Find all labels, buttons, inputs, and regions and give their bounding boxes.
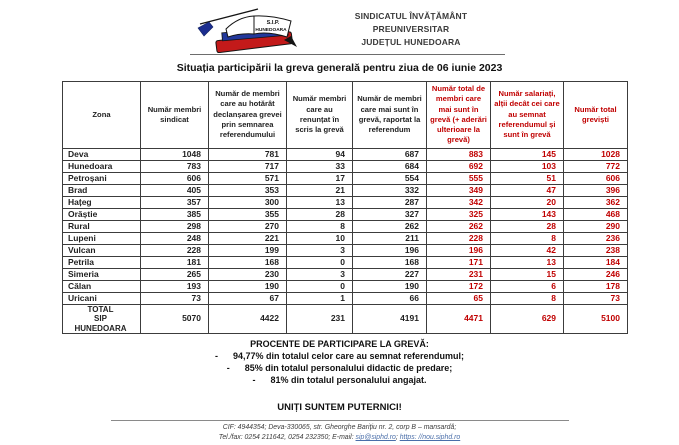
value-cell: 262 — [353, 220, 427, 232]
column-header: Zona — [63, 82, 141, 149]
value-cell: 193 — [141, 280, 209, 292]
value-cell: 33 — [287, 160, 353, 172]
value-cell: 606 — [564, 172, 628, 184]
value-cell: 51 — [491, 172, 564, 184]
value-cell: 181 — [141, 256, 209, 268]
zone-cell: Lupeni — [63, 232, 141, 244]
website-link[interactable]: https: //nou.siphd.ro — [399, 434, 461, 442]
value-cell: 94 — [287, 148, 353, 160]
value-cell: 298 — [141, 220, 209, 232]
footer-contact-line — [0, 433, 679, 444]
value-cell: 325 — [427, 208, 491, 220]
zone-cell: Hațeg — [63, 196, 141, 208]
zone-cell: Hunedoara — [63, 160, 141, 172]
value-cell: 184 — [564, 256, 628, 268]
value-cell: 327 — [353, 208, 427, 220]
percentage-item-2 — [0, 363, 679, 373]
zone-cell: Petroșani — [63, 172, 141, 184]
value-cell: 6 — [491, 280, 564, 292]
zone-cell: Călan — [63, 280, 141, 292]
value-cell: 687 — [353, 148, 427, 160]
total-value-cell: 5070 — [141, 304, 209, 334]
percentage-item-3 — [0, 375, 679, 385]
value-cell: 73 — [141, 292, 209, 304]
value-cell: 28 — [287, 208, 353, 220]
total-value-cell: 629 — [491, 304, 564, 334]
value-cell: 190 — [353, 280, 427, 292]
value-cell: 1048 — [141, 148, 209, 160]
value-cell: 228 — [427, 232, 491, 244]
column-header: Număr salariați, alții decât cei care au semnat referendumul și sunt în grevă — [491, 82, 564, 149]
table-row — [63, 256, 628, 268]
column-header: Număr de membri care au hotărât declanșarea grevei prin semnarea referendumului — [209, 82, 287, 149]
total-value-cell: 4191 — [353, 304, 427, 334]
value-cell: 405 — [141, 184, 209, 196]
value-cell: 772 — [564, 160, 628, 172]
value-cell: 1 — [287, 292, 353, 304]
total-value-cell: 4422 — [209, 304, 287, 334]
table-row — [63, 208, 628, 220]
table-row — [63, 280, 628, 292]
zone-cell: Rural — [63, 220, 141, 232]
table-row — [63, 220, 628, 232]
table-row — [63, 172, 628, 184]
value-cell: 692 — [427, 160, 491, 172]
footer-address-line: CIF: 4944354; Deva-330065, str. Gheorghe Barițiu nr. 2, corp B – mansardă; — [222, 423, 457, 431]
value-cell: 287 — [353, 196, 427, 208]
value-cell: 3 — [287, 268, 353, 280]
value-cell: 8 — [491, 292, 564, 304]
value-cell: 353 — [209, 184, 287, 196]
table-row — [63, 160, 628, 172]
total-label-cell: TOTAL SIP HUNEDOARA — [63, 304, 141, 334]
value-cell: 42 — [491, 244, 564, 256]
page-footer — [0, 420, 679, 444]
column-header: Număr membri care au renunțat în scris la grevă — [287, 82, 353, 149]
percentage-text: 94,77% din totalul celor care au semnat referendumul; — [232, 351, 465, 361]
value-cell: 571 — [209, 172, 287, 184]
table-row — [63, 196, 628, 208]
percentage-item-1 — [0, 351, 679, 361]
value-cell: 28 — [491, 220, 564, 232]
zone-cell: Brad — [63, 184, 141, 196]
value-cell: 20 — [491, 196, 564, 208]
value-cell: 227 — [353, 268, 427, 280]
value-cell: 66 — [353, 292, 427, 304]
column-header: Număr de membri care mai sunt în grevă, raportat la referendum — [353, 82, 427, 149]
value-cell: 1028 — [564, 148, 628, 160]
value-cell: 236 — [564, 232, 628, 244]
value-cell: 230 — [209, 268, 287, 280]
total-value-cell: 4471 — [427, 304, 491, 334]
slogan-text: UNIȚI SUNTEM PUTERNICI! — [277, 402, 402, 413]
zone-cell: Deva — [63, 148, 141, 160]
table-row — [63, 268, 628, 280]
header-divider — [190, 54, 505, 55]
value-cell: 349 — [427, 184, 491, 196]
value-cell: 10 — [287, 232, 353, 244]
percentage-text: 85% din totalul personalului didactic de predare; — [244, 363, 453, 373]
zone-cell: Simeria — [63, 268, 141, 280]
value-cell: 355 — [209, 208, 287, 220]
value-cell: 385 — [141, 208, 209, 220]
email-link[interactable]: sip@siphd.ro — [355, 434, 396, 442]
value-cell: 332 — [353, 184, 427, 196]
value-cell: 396 — [564, 184, 628, 196]
value-cell: 300 — [209, 196, 287, 208]
value-cell: 0 — [287, 256, 353, 268]
value-cell: 270 — [209, 220, 287, 232]
value-cell: 145 — [491, 148, 564, 160]
document-title: Situația participării la greva generală pentru ziua de 06 iunie 2023 — [176, 62, 503, 74]
organization-name — [316, 10, 506, 50]
value-cell: 13 — [287, 196, 353, 208]
zone-cell: Petrila — [63, 256, 141, 268]
logo-text-sip: S.I.P. — [266, 19, 280, 26]
value-cell: 178 — [564, 280, 628, 292]
org-line-1: SINDICATUL ÎNVĂȚĂMÂNT PREUNIVERSITAR — [354, 10, 468, 34]
value-cell: 196 — [427, 244, 491, 256]
value-cell: 73 — [564, 292, 628, 304]
value-cell: 143 — [491, 208, 564, 220]
value-cell: 8 — [491, 232, 564, 244]
footer-divider — [111, 420, 569, 421]
value-cell: 172 — [427, 280, 491, 292]
value-cell: 190 — [209, 280, 287, 292]
column-header: Număr total de membri care mai sunt în grevă (+ aderări ulterioare la grevă) — [427, 82, 491, 149]
value-cell: 13 — [491, 256, 564, 268]
value-cell: 290 — [564, 220, 628, 232]
value-cell: 65 — [427, 292, 491, 304]
zone-cell: Vulcan — [63, 244, 141, 256]
letterhead — [0, 0, 679, 52]
percentages-heading: PROCENTE DE PARTICIPARE LA GREVĂ: — [250, 339, 429, 349]
value-cell: 684 — [353, 160, 427, 172]
bullet-dash: - — [252, 375, 256, 385]
value-cell: 246 — [564, 268, 628, 280]
value-cell: 199 — [209, 244, 287, 256]
value-cell: 555 — [427, 172, 491, 184]
zone-cell: Uricani — [63, 292, 141, 304]
value-cell: 171 — [427, 256, 491, 268]
value-cell: 781 — [209, 148, 287, 160]
value-cell: 3 — [287, 244, 353, 256]
value-cell: 342 — [427, 196, 491, 208]
bullet-dash: - — [214, 351, 218, 361]
logo-text-hunedoara: HUNEDOARA — [255, 27, 287, 33]
value-cell: 15 — [491, 268, 564, 280]
value-cell: 231 — [427, 268, 491, 280]
value-cell: 228 — [141, 244, 209, 256]
value-cell: 8 — [287, 220, 353, 232]
value-cell: 265 — [141, 268, 209, 280]
column-header: Număr total greviști — [564, 82, 628, 149]
value-cell: 221 — [209, 232, 287, 244]
table-row — [63, 292, 628, 304]
value-cell: 468 — [564, 208, 628, 220]
value-cell: 211 — [353, 232, 427, 244]
org-line-2: JUDEȚUL HUNEDOARA — [361, 37, 461, 48]
column-header: Număr membri sindicat — [141, 82, 209, 149]
value-cell: 168 — [209, 256, 287, 268]
table-row — [63, 184, 628, 196]
sip-logo-books-icon — [196, 7, 310, 53]
zone-cell: Orăștie — [63, 208, 141, 220]
percentage-text: 81% din totalul personalului angajat. — [270, 375, 427, 385]
strike-participation-table — [62, 81, 628, 334]
table-header-row — [63, 82, 628, 149]
value-cell: 47 — [491, 184, 564, 196]
total-value-cell: 231 — [287, 304, 353, 334]
footer-separator: ; — [395, 434, 400, 442]
value-cell: 717 — [209, 160, 287, 172]
value-cell: 238 — [564, 244, 628, 256]
value-cell: 248 — [141, 232, 209, 244]
table-total-row — [63, 304, 628, 334]
value-cell: 17 — [287, 172, 353, 184]
table-row — [63, 232, 628, 244]
value-cell: 606 — [141, 172, 209, 184]
value-cell: 357 — [141, 196, 209, 208]
footer-phone-text: Tel./fax: 0254 211642, 0254 232350; E-mail: — [218, 434, 356, 442]
value-cell: 362 — [564, 196, 628, 208]
value-cell: 168 — [353, 256, 427, 268]
table-body — [63, 148, 628, 304]
value-cell: 196 — [353, 244, 427, 256]
value-cell: 554 — [353, 172, 427, 184]
value-cell: 783 — [141, 160, 209, 172]
books-quill-icon — [196, 7, 310, 53]
value-cell: 0 — [287, 280, 353, 292]
value-cell: 103 — [491, 160, 564, 172]
table-row — [63, 244, 628, 256]
value-cell: 21 — [287, 184, 353, 196]
bullet-dash: - — [226, 363, 230, 373]
table-row — [63, 148, 628, 160]
value-cell: 883 — [427, 148, 491, 160]
total-value-cell: 5100 — [564, 304, 628, 334]
value-cell: 67 — [209, 292, 287, 304]
value-cell: 262 — [427, 220, 491, 232]
